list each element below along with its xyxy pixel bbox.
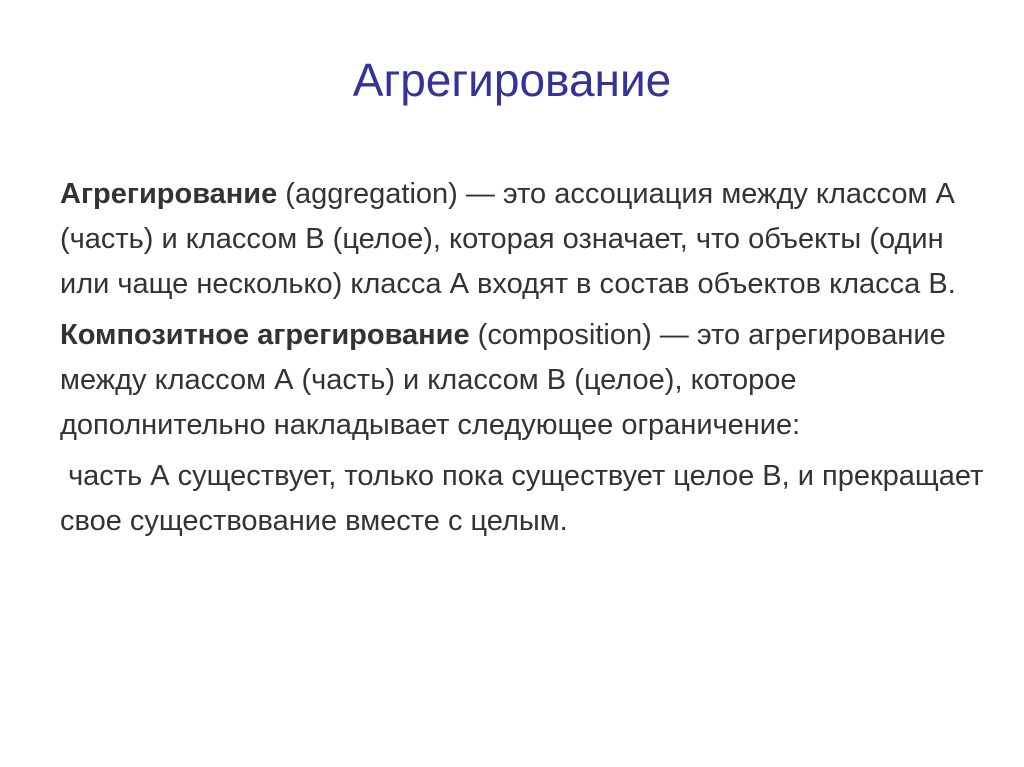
aggregation-term: Агрегирование [60, 178, 278, 210]
composition-description: (composition) — это агрегирование между классом А (часть) и классом В (целое), которое дополнительно накладывает следующее ограничение: [60, 319, 946, 441]
composition-constraint: часть А существует, только пока существует целое В, и прекращает свое существование вместе с целым. [60, 460, 992, 537]
aggregation-description: (aggregation) — это ассоциация между классом А (часть) и классом В (целое), которая означает, что объекты (один или чаще несколько) класса А входят в состав объектов класса В. [60, 178, 956, 300]
composition-definition [60, 313, 990, 448]
aggregation-definition [60, 172, 990, 307]
composition-term: Композитное агрегирование [60, 319, 470, 351]
slide-title: Агрегирование [352, 54, 672, 106]
slide-content [60, 172, 990, 544]
